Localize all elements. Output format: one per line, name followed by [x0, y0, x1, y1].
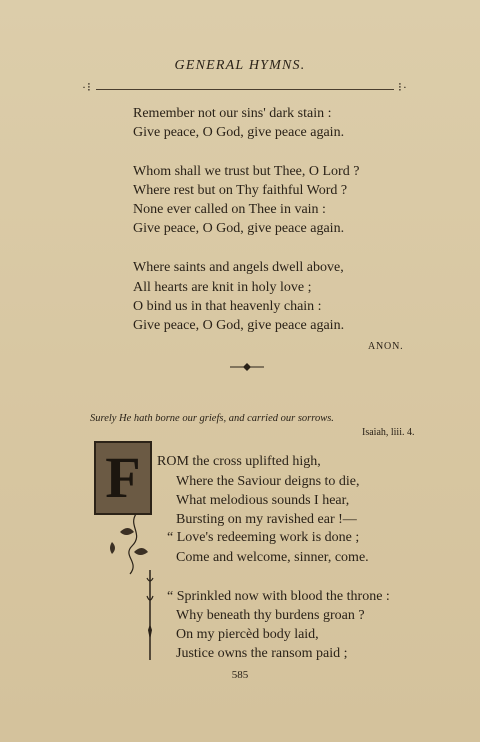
rule-ornament-left: ·⁝	[82, 80, 92, 94]
hymn-line: ROM the cross uplifted high,	[157, 454, 321, 469]
running-header: GENERAL HYMNS.	[174, 58, 306, 73]
page-number: 585	[231, 669, 249, 681]
attribution: ANON.	[368, 341, 404, 352]
verse-line: Where rest but on Thy faithful Word ?	[133, 183, 348, 198]
drop-cap-letter: F	[105, 445, 141, 510]
hymn-line: Justice owns the ransom paid ;	[176, 646, 348, 661]
drop-cap	[94, 441, 152, 515]
verse-line: Whom shall we trust but Thee, O Lord ?	[133, 164, 360, 179]
floral-vine-icon	[106, 512, 154, 662]
hymn-line: Bursting on my ravished ear !—	[176, 512, 357, 527]
verse-line: None ever called on Thee in vain :	[133, 202, 326, 217]
rule-ornament-right: ⁝·	[398, 80, 408, 94]
verse-line: O bind us in that heavenly chain :	[133, 299, 322, 314]
epigraph: Surely He hath borne our griefs, and carried our sorrows.	[90, 413, 334, 424]
verse-line: Give peace, O God, give peace again.	[133, 221, 345, 236]
divider-ornament-icon	[229, 362, 265, 372]
hymn-line: “ Love's redeeming work is done ;	[167, 530, 360, 545]
verse-line: Where saints and angels dwell above,	[133, 260, 344, 275]
hymn-line: Where the Saviour deigns to die,	[176, 474, 360, 489]
hymn-line: “ Sprinkled now with blood the throne :	[167, 589, 390, 604]
hymn-line: On my piercèd body laid,	[176, 627, 319, 642]
verse-line: Remember not our sins' dark stain :	[133, 106, 332, 121]
verse-line: Give peace, O God, give peace again.	[133, 125, 345, 140]
hymn-line: Why beneath thy burdens groan ?	[176, 608, 365, 623]
hymn-line: Come and welcome, sinner, come.	[176, 550, 369, 565]
header-rule	[96, 89, 394, 90]
verse-line: Give peace, O God, give peace again.	[133, 318, 345, 333]
epigraph-reference: Isaiah, liii. 4.	[362, 427, 415, 438]
hymn-line: What melodious sounds I hear,	[176, 493, 350, 508]
verse-line: All hearts are knit in holy love ;	[133, 280, 312, 295]
